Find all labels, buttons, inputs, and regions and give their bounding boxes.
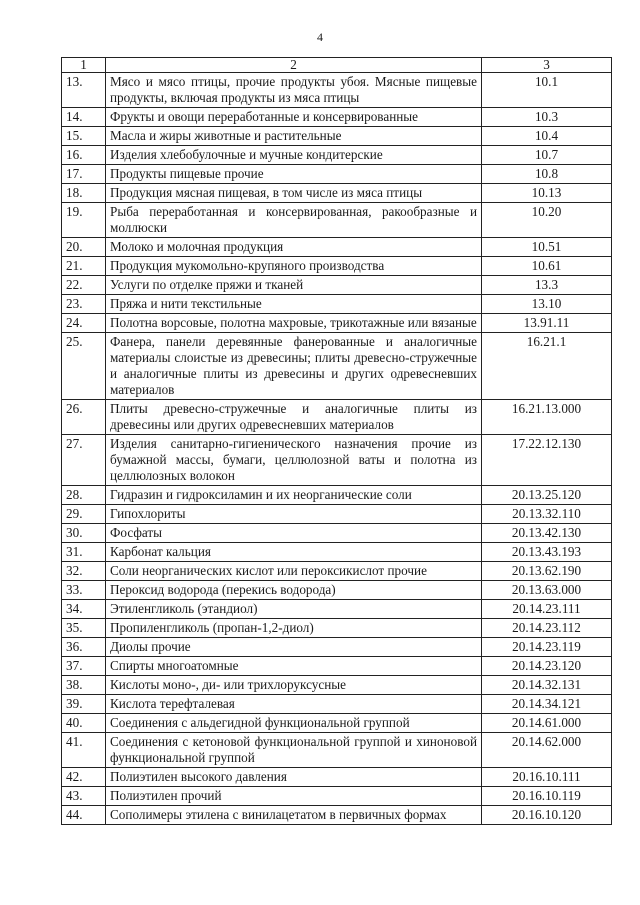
table-row <box>62 562 612 581</box>
table-row <box>62 73 612 108</box>
page-number: 4 <box>317 30 323 44</box>
row-description: Карбонат кальция <box>106 543 482 562</box>
table-row <box>62 238 612 257</box>
row-number: 39. <box>62 695 106 714</box>
table-row <box>62 276 612 295</box>
table-row <box>62 108 612 127</box>
row-number: 28. <box>62 486 106 505</box>
row-code: 20.13.42.130 <box>482 524 612 543</box>
row-code: 20.13.43.193 <box>482 543 612 562</box>
row-code: 20.14.23.120 <box>482 657 612 676</box>
row-number: 34. <box>62 600 106 619</box>
table-row <box>62 600 612 619</box>
row-description: Полотна ворсовые, полотна махровые, трикотажные или вязаные <box>106 314 482 333</box>
row-code: 20.16.10.120 <box>482 806 612 825</box>
row-code: 10.61 <box>482 257 612 276</box>
row-description: Диолы прочие <box>106 638 482 657</box>
row-number: 23. <box>62 295 106 314</box>
row-description: Изделия хлебобулочные и мучные кондитерские <box>106 146 482 165</box>
row-number: 38. <box>62 676 106 695</box>
row-number: 18. <box>62 184 106 203</box>
row-description: Гипохлориты <box>106 505 482 524</box>
table-row <box>62 806 612 825</box>
row-description: Продукция мукомольно-крупяного производства <box>106 257 482 276</box>
table-row <box>62 165 612 184</box>
table-row <box>62 581 612 600</box>
row-description: Соединения с кетоновой функциональной группой и хиноновой функциональной группой <box>106 733 482 768</box>
row-description: Масла и жиры животные и растительные <box>106 127 482 146</box>
row-description: Полиэтилен высокого давления <box>106 768 482 787</box>
row-code: 20.16.10.119 <box>482 787 612 806</box>
row-code: 10.1 <box>482 73 612 108</box>
row-description: Мясо и мясо птицы, прочие продукты убоя. Мясные пищевые продукты, включая продукты из мяса птицы <box>106 73 482 108</box>
table-row <box>62 657 612 676</box>
row-code: 20.14.34.121 <box>482 695 612 714</box>
row-description: Молоко и молочная продукция <box>106 238 482 257</box>
row-description: Продукция мясная пищевая, в том числе из мяса птицы <box>106 184 482 203</box>
table-row <box>62 333 612 400</box>
row-code: 10.4 <box>482 127 612 146</box>
row-description: Изделия санитарно-гигиенического назначения прочие из бумажной массы, бумаги, целлюлозной ваты и полотна из целлюлозных волокон <box>106 435 482 486</box>
row-code: 10.13 <box>482 184 612 203</box>
row-description: Сополимеры этилена с винилацетатом в первичных формах <box>106 806 482 825</box>
row-description: Пропиленгликоль (пропан-1,2-диол) <box>106 619 482 638</box>
row-number: 13. <box>62 73 106 108</box>
row-code: 20.16.10.111 <box>482 768 612 787</box>
row-code: 10.7 <box>482 146 612 165</box>
product-table <box>61 57 612 825</box>
row-code: 17.22.12.130 <box>482 435 612 486</box>
table-row <box>62 619 612 638</box>
row-number: 32. <box>62 562 106 581</box>
row-number: 17. <box>62 165 106 184</box>
row-number: 19. <box>62 203 106 238</box>
row-description: Соединения с альдегидной функциональной группой <box>106 714 482 733</box>
table-row <box>62 435 612 486</box>
row-description: Кислота терефталевая <box>106 695 482 714</box>
row-description: Плиты древесно-стружечные и аналогичные плиты из древесины или других одревесневших материалов <box>106 400 482 435</box>
table-row <box>62 676 612 695</box>
row-code: 20.13.25.120 <box>482 486 612 505</box>
row-code: 10.51 <box>482 238 612 257</box>
row-number: 24. <box>62 314 106 333</box>
row-code: 16.21.13.000 <box>482 400 612 435</box>
row-number: 16. <box>62 146 106 165</box>
row-number: 25. <box>62 333 106 400</box>
column-header-1: 1 <box>62 58 106 73</box>
row-number: 43. <box>62 787 106 806</box>
row-code: 20.14.32.131 <box>482 676 612 695</box>
row-number: 40. <box>62 714 106 733</box>
row-number: 44. <box>62 806 106 825</box>
row-code: 20.14.23.111 <box>482 600 612 619</box>
table-row <box>62 314 612 333</box>
table-row <box>62 695 612 714</box>
row-number: 37. <box>62 657 106 676</box>
row-number: 30. <box>62 524 106 543</box>
row-code: 20.14.23.112 <box>482 619 612 638</box>
row-number: 31. <box>62 543 106 562</box>
table-row <box>62 543 612 562</box>
row-code: 20.13.62.190 <box>482 562 612 581</box>
row-description: Кислоты моно-, ди- или трихлоруксусные <box>106 676 482 695</box>
row-code: 16.21.1 <box>482 333 612 400</box>
table-row <box>62 733 612 768</box>
row-description: Фанера, панели деревянные фанерованные и аналогичные материалы слоистые из древесины; плиты древесно-стружечные и аналогичные плиты из древесины и других одревесневших материалов <box>106 333 482 400</box>
column-header-2: 2 <box>106 58 482 73</box>
table-row <box>62 184 612 203</box>
row-code: 20.14.23.119 <box>482 638 612 657</box>
row-description: Полиэтилен прочий <box>106 787 482 806</box>
table-row <box>62 486 612 505</box>
table-row <box>62 146 612 165</box>
row-description: Спирты многоатомные <box>106 657 482 676</box>
table-row <box>62 768 612 787</box>
row-code: 20.14.61.000 <box>482 714 612 733</box>
row-number: 42. <box>62 768 106 787</box>
row-number: 27. <box>62 435 106 486</box>
table-row <box>62 203 612 238</box>
row-description: Пероксид водорода (перекись водорода) <box>106 581 482 600</box>
table-header-row <box>62 58 612 73</box>
row-number: 29. <box>62 505 106 524</box>
row-description: Соли неорганических кислот или пероксикислот прочие <box>106 562 482 581</box>
table-row <box>62 295 612 314</box>
row-number: 20. <box>62 238 106 257</box>
row-number: 14. <box>62 108 106 127</box>
row-number: 33. <box>62 581 106 600</box>
row-code: 20.14.62.000 <box>482 733 612 768</box>
row-number: 35. <box>62 619 106 638</box>
row-description: Гидразин и гидроксиламин и их неорганические соли <box>106 486 482 505</box>
table-row <box>62 787 612 806</box>
table-row <box>62 400 612 435</box>
row-number: 41. <box>62 733 106 768</box>
table-row <box>62 127 612 146</box>
row-code: 10.8 <box>482 165 612 184</box>
row-code: 10.20 <box>482 203 612 238</box>
table-row <box>62 505 612 524</box>
row-code: 13.91.11 <box>482 314 612 333</box>
row-description: Этиленгликоль (этандиол) <box>106 600 482 619</box>
row-description: Фосфаты <box>106 524 482 543</box>
row-description: Фрукты и овощи переработанные и консервированные <box>106 108 482 127</box>
row-code: 20.13.63.000 <box>482 581 612 600</box>
row-description: Рыба переработанная и консервированная, ракообразные и моллюски <box>106 203 482 238</box>
table-body <box>62 73 612 825</box>
row-number: 26. <box>62 400 106 435</box>
row-code: 13.10 <box>482 295 612 314</box>
table-row <box>62 524 612 543</box>
row-description: Пряжа и нити текстильные <box>106 295 482 314</box>
row-code: 10.3 <box>482 108 612 127</box>
row-number: 15. <box>62 127 106 146</box>
row-number: 21. <box>62 257 106 276</box>
row-number: 36. <box>62 638 106 657</box>
column-header-3: 3 <box>482 58 612 73</box>
row-code: 13.3 <box>482 276 612 295</box>
table-row <box>62 714 612 733</box>
row-description: Услуги по отделке пряжи и тканей <box>106 276 482 295</box>
table-row <box>62 638 612 657</box>
row-description: Продукты пищевые прочие <box>106 165 482 184</box>
table-row <box>62 257 612 276</box>
row-code: 20.13.32.110 <box>482 505 612 524</box>
row-number: 22. <box>62 276 106 295</box>
